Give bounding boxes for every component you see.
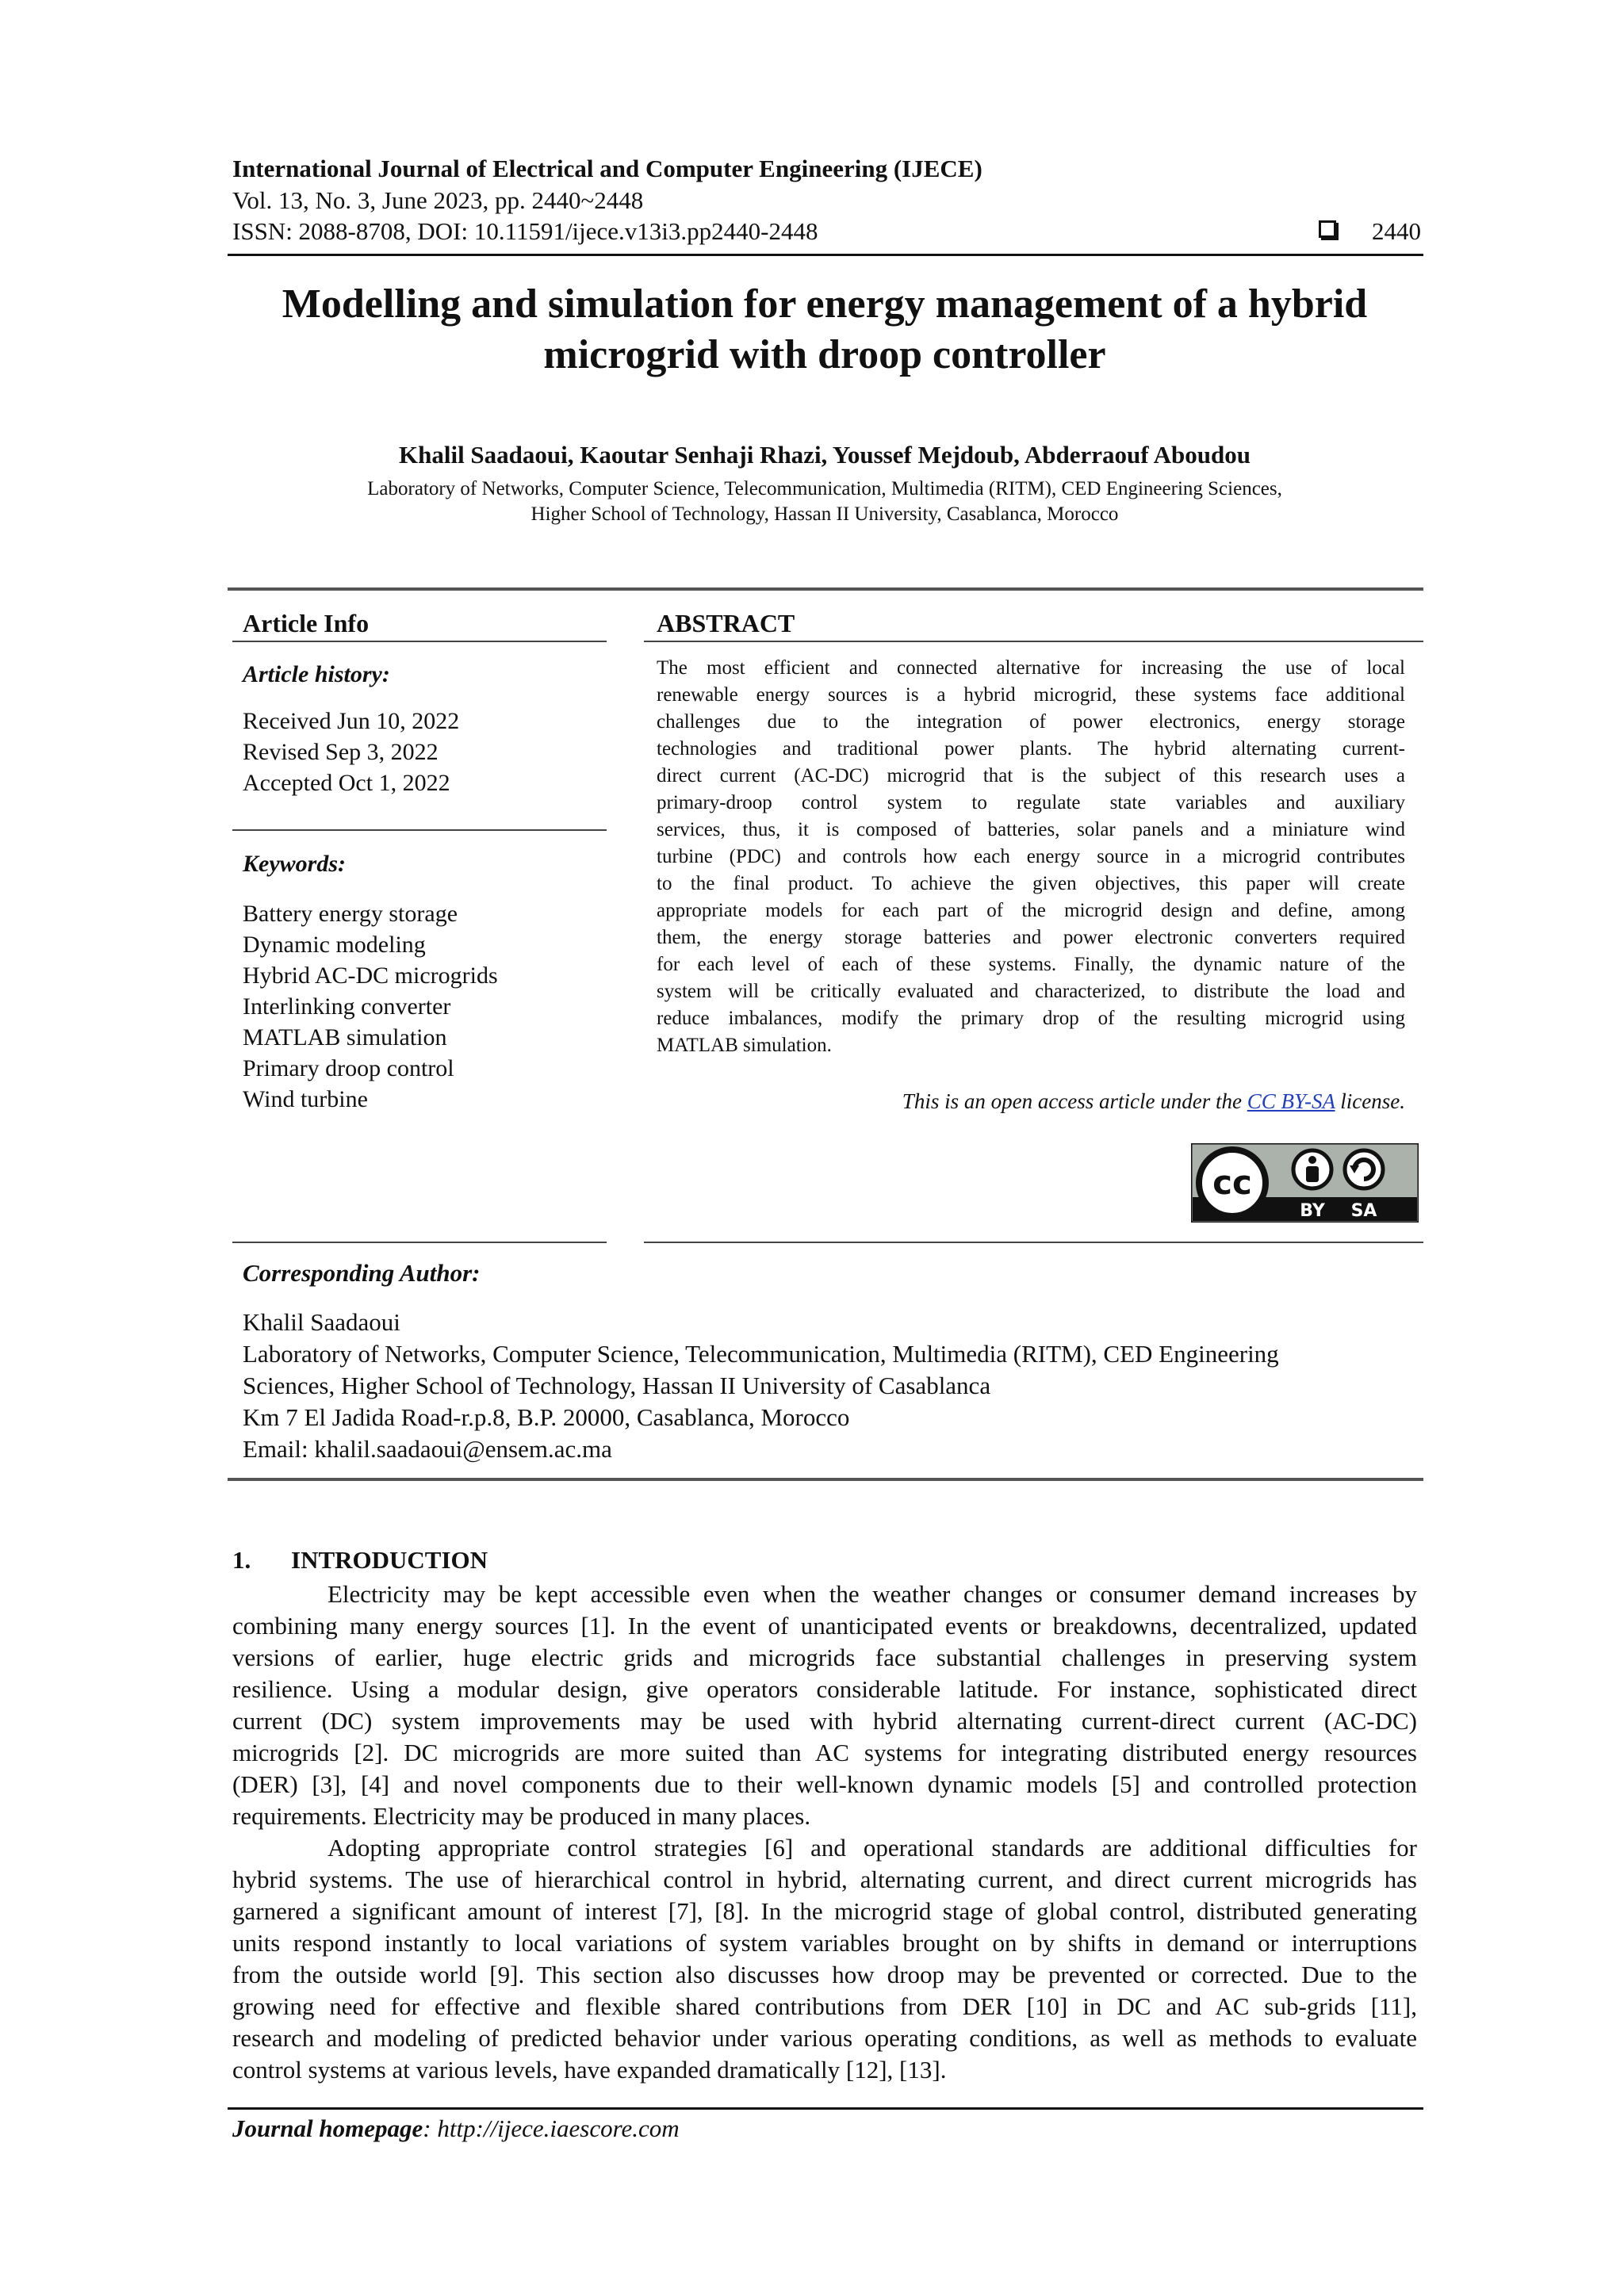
body-line: (DER) [3], [4] and novel components due to their well-known dynamic models [5] and controlled protection xyxy=(232,1770,1417,1798)
keyword-item: Hybrid AC-DC microgrids xyxy=(243,962,498,989)
corresponding-affiliation: Laboratory of Networks, Computer Science, Telecommunication, Multimedia (RITM), CED Engineering xyxy=(243,1340,1279,1368)
body-line: from the outside world [9]. This section also discusses how droop may be prevented or corrected. Due to the xyxy=(232,1961,1417,1988)
keyword-item: MATLAB simulation xyxy=(243,1024,447,1050)
history-received: Received Jun 10, 2022 xyxy=(243,708,460,734)
section-number: 1. xyxy=(232,1546,251,1574)
abstract-line: primary-droop control system to regulate state variables and auxiliary xyxy=(657,792,1405,813)
license-prefix: This is an open access article under the xyxy=(902,1089,1247,1113)
abstract-line: The most efficient and connected alternative for increasing the use of local xyxy=(657,657,1405,679)
abstract-line: appropriate models for each part of the microgrid design and define, among xyxy=(657,900,1405,921)
history-revised: Revised Sep 3, 2022 xyxy=(243,739,439,765)
keyword-item: Dynamic modeling xyxy=(243,932,426,958)
body-line: hybrid systems. The use of hierarchical control in hybrid, alternating current, and direct current microgrids has xyxy=(232,1866,1417,1893)
corresponding-heading: Corresponding Author: xyxy=(243,1259,481,1287)
body-line: current (DC) system improvements may be used with hybrid alternating current-direct current (AC-DC) xyxy=(232,1707,1417,1735)
abstract-line: reduce imbalances, modify the primary drop of the resulting microgrid using xyxy=(657,1008,1405,1029)
paper-title-line: Modelling and simulation for energy management of a hybrid xyxy=(282,281,1368,327)
info-top-rule xyxy=(228,587,1423,591)
journal-title: International Journal of Electrical and Computer Engineering (IJECE) xyxy=(232,155,982,182)
section-heading xyxy=(232,1546,488,1575)
page-box-icon xyxy=(1319,220,1336,238)
keywords-heading: Keywords: xyxy=(243,851,346,877)
body-line: control systems at various levels, have expanded dramatically [12], [13]. xyxy=(232,2056,947,2084)
corresponding-address: Km 7 El Jadida Road-r.p.8, B.P. 20000, Casablanca, Morocco xyxy=(243,1403,850,1431)
keyword-item: Interlinking converter xyxy=(243,993,451,1020)
info-bottom-rule xyxy=(228,1478,1423,1481)
paper-title-line: microgrid with droop controller xyxy=(543,332,1106,377)
license-notice xyxy=(657,1089,1405,1114)
corresponding-name: Khalil Saadaoui xyxy=(243,1308,400,1336)
body-line: resilience. Using a modular design, give operators considerable latitude. For instance, sophisticated direct xyxy=(232,1675,1417,1703)
abstract-line: technologies and traditional power plants. The hybrid alternating current- xyxy=(657,738,1405,760)
header-rule xyxy=(228,254,1423,256)
journal-homepage xyxy=(232,2114,680,2143)
abstract-line: challenges due to the integration of power electronics, energy storage xyxy=(657,711,1405,733)
article-info-heading: Article Info xyxy=(243,609,370,637)
abstract-line: MATLAB simulation. xyxy=(657,1035,832,1056)
journal-volume: Vol. 13, No. 3, June 2023, pp. 2440~2448 xyxy=(232,186,644,214)
corresponding-email: Email: khalil.saadaoui@ensem.ac.ma xyxy=(243,1435,612,1463)
body-line: units respond instantly to local variations of system variables brought on by shifts in demand or interruptions xyxy=(232,1929,1417,1957)
section-title: INTRODUCTION xyxy=(291,1546,488,1574)
badge-sa-text: SA xyxy=(1350,1201,1377,1221)
affiliation-line: Higher School of Technology, Hassan II University, Casablanca, Morocco xyxy=(530,503,1119,525)
keyword-item: Wind turbine xyxy=(243,1086,368,1112)
footer-label: Journal homepage xyxy=(232,2114,423,2142)
abstract-line: system will be critically evaluated and characterized, to distribute the load and xyxy=(657,981,1405,1002)
history-heading: Article history: xyxy=(243,661,390,687)
corresponding-affiliation: Sciences, Higher School of Technology, Hassan II University of Casablanca xyxy=(243,1372,991,1399)
keyword-item: Battery energy storage xyxy=(243,901,458,927)
abstract-line: to the final product. To achieve the given objectives, this paper will create xyxy=(657,873,1405,894)
body-line: growing need for effective and flexible shared contributions from DER [10] in DC and AC sub-grids [11], xyxy=(232,1992,1417,2020)
paper-authors: Khalil Saadaoui, Kaoutar Senhaji Rhazi, Youssef Mejdoub, Abderraouf Aboudou xyxy=(398,441,1251,469)
body-line: requirements. Electricity may be produced in many places. xyxy=(232,1802,811,1830)
body-line: microgrids [2]. DC microgrids are more suited than AC systems for integrating distributed energy resources xyxy=(232,1739,1417,1766)
intro-paragraph-1 xyxy=(232,1578,1417,1832)
paper-affiliation xyxy=(230,476,1419,527)
abstract-line: them, the energy storage batteries and power electronic converters required xyxy=(657,927,1405,948)
abstract-rule xyxy=(644,641,1423,642)
abstract-line: services, thus, it is composed of batteries, solar panels and a miniature wind xyxy=(657,819,1405,840)
badge-cc-text: cc xyxy=(1212,1163,1252,1202)
article-info-rule xyxy=(232,641,607,642)
paper-title xyxy=(230,279,1419,381)
body-line: garnered a significant amount of interest [7], [8]. In the microgrid stage of global control, distributed generating xyxy=(232,1897,1417,1925)
page-number: 2440 xyxy=(1372,217,1421,245)
body-line: Adopting appropriate control strategies [6] and operational standards are additional difficulties for xyxy=(327,1834,1417,1862)
affiliation-line: Laboratory of Networks, Computer Science, Telecommunication, Multimedia (RITM), CED Engineering Sciences, xyxy=(367,478,1282,499)
history-rule xyxy=(232,829,607,831)
abstract-line: for each level of each of these systems. Finally, the dynamic nature of the xyxy=(657,954,1405,975)
footer-rule xyxy=(228,2107,1423,2110)
badge-by-text: BY xyxy=(1300,1201,1325,1221)
footer-url[interactable]: : http://ijece.iaescore.com xyxy=(423,2114,680,2142)
body-line: combining many energy sources [1]. In the event of unanticipated events or breakdowns, decentralized, updated xyxy=(232,1612,1417,1640)
abstract-line: direct current (AC-DC) microgrid that is the subject of this research uses a xyxy=(657,765,1405,786)
license-link[interactable]: CC BY-SA xyxy=(1247,1089,1335,1113)
history-accepted: Accepted Oct 1, 2022 xyxy=(243,770,450,796)
abstract-body xyxy=(657,655,1405,1059)
keyword-item: Primary droop control xyxy=(243,1055,454,1081)
license-suffix: license. xyxy=(1335,1089,1405,1113)
keywords-bottom-rule xyxy=(232,1242,607,1243)
body-line: versions of earlier, huge electric grids and microgrids face substantial challenges in preserving system xyxy=(232,1644,1417,1671)
journal-issn: ISSN: 2088-8708, DOI: 10.11591/ijece.v13i3.pp2440-2448 xyxy=(232,217,818,245)
abstract-line: renewable energy sources is a hybrid microgrid, these systems face additional xyxy=(657,684,1405,706)
body-line: Electricity may be kept accessible even when the weather changes or consumer demand increases by xyxy=(327,1580,1417,1608)
abstract-bottom-rule xyxy=(644,1242,1423,1243)
cc-by-sa-badge-icon[interactable] xyxy=(1191,1143,1419,1223)
abstract-line: turbine (PDC) and controls how each energy source in a microgrid contributes xyxy=(657,846,1405,867)
body-line: research and modeling of predicted behavior under various operating conditions, as well as methods to evaluate xyxy=(232,2024,1417,2052)
abstract-heading: ABSTRACT xyxy=(657,609,795,637)
intro-paragraph-2 xyxy=(232,1832,1417,2086)
